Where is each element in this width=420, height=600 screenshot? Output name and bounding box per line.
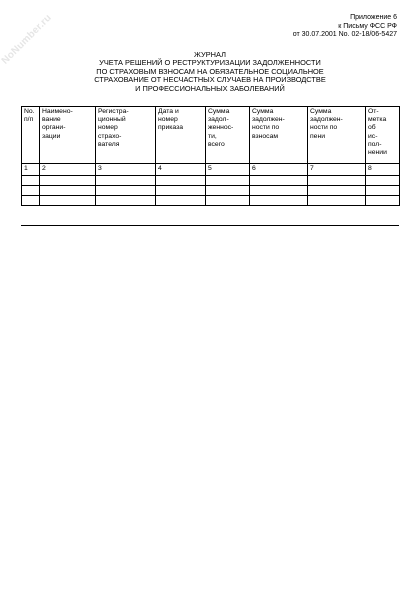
table-cell: [156, 196, 206, 206]
appendix-reference: [197, 14, 397, 40]
table-cell: [206, 186, 250, 196]
title-line: ЖУРНАЛ: [194, 50, 226, 59]
column-number: 4: [156, 164, 206, 176]
table-cell: [156, 186, 206, 196]
column-number: 8: [366, 164, 400, 176]
journal-title: [0, 51, 420, 93]
column-number: 2: [40, 164, 96, 176]
table-cell: [22, 196, 40, 206]
header-cell-contribution-debt: Сумма задолжен- ности по взносам: [250, 107, 308, 164]
table-cell: [250, 176, 308, 186]
table-cell: [40, 196, 96, 206]
appendix-line: от 30.07.2001 No. 02-18/06-5427: [292, 31, 397, 39]
table-cell: [206, 196, 250, 206]
title-line: УЧЕТА РЕШЕНИЙ О РЕСТРУКТУРИЗАЦИИ ЗАДОЛЖЕННОСТИ: [99, 58, 321, 68]
appendix-line: Приложение 6: [350, 14, 397, 21]
table-cell: [40, 186, 96, 196]
table-cell: [250, 196, 308, 206]
table-cell: [366, 176, 400, 186]
title-line: И ПРОФЕССИОНАЛЬНЫХ ЗАБОЛЕВАНИЙ: [135, 83, 285, 93]
column-number-row: [22, 164, 400, 176]
table-header: [22, 107, 400, 164]
table-cell: [22, 186, 40, 196]
register-table: [21, 106, 400, 206]
table-cell: [308, 176, 366, 186]
column-number: 5: [206, 164, 250, 176]
table-row: [22, 196, 400, 206]
table-cell: [40, 176, 96, 186]
separator-line: [21, 225, 399, 226]
table-cell: [156, 176, 206, 186]
watermark: NoNumber.ru: [0, 12, 54, 67]
header-cell-execution-mark: От- метка об ис- пол- нении: [366, 107, 400, 164]
header-row: [22, 107, 400, 164]
header-cell-penalty-debt: Сумма задолжен- ности по пени: [308, 107, 366, 164]
title-line: ПО СТРАХОВЫМ ВЗНОСАМ НА ОБЯЗАТЕЛЬНОЕ СОЦИАЛЬНОЕ: [96, 66, 324, 76]
table-row: [22, 186, 400, 196]
table-row: [22, 176, 400, 186]
column-number: 7: [308, 164, 366, 176]
table-cell: [366, 186, 400, 196]
appendix-line: к Письму ФСС РФ: [338, 22, 397, 30]
column-number: 6: [250, 164, 308, 176]
table-cell: [22, 176, 40, 186]
column-number: 3: [96, 164, 156, 176]
table-cell: [96, 176, 156, 186]
table-cell: [96, 186, 156, 196]
header-cell-organization: Наимено- вание органи- зации: [40, 107, 96, 164]
header-cell-registration-number: Регистра- ционный номер страхо- вателя: [96, 107, 156, 164]
table-cell: [308, 186, 366, 196]
header-cell-number: No. п/п: [22, 107, 40, 164]
table-cell: [206, 176, 250, 186]
header-cell-order-date: Дата и номер приказа: [156, 107, 206, 164]
header-cell-total-debt: Сумма задол- женнос- ти, всего: [206, 107, 250, 164]
table-cell: [308, 196, 366, 206]
table-body: [22, 176, 400, 206]
table-cell: [250, 186, 308, 196]
column-numbers: [22, 164, 400, 176]
table-cell: [366, 196, 400, 206]
title-line: СТРАХОВАНИЕ ОТ НЕСЧАСТНЫХ СЛУЧАЕВ НА ПРОИЗВОДСТВЕ: [94, 75, 326, 85]
column-number: 1: [22, 164, 40, 176]
table-cell: [96, 196, 156, 206]
